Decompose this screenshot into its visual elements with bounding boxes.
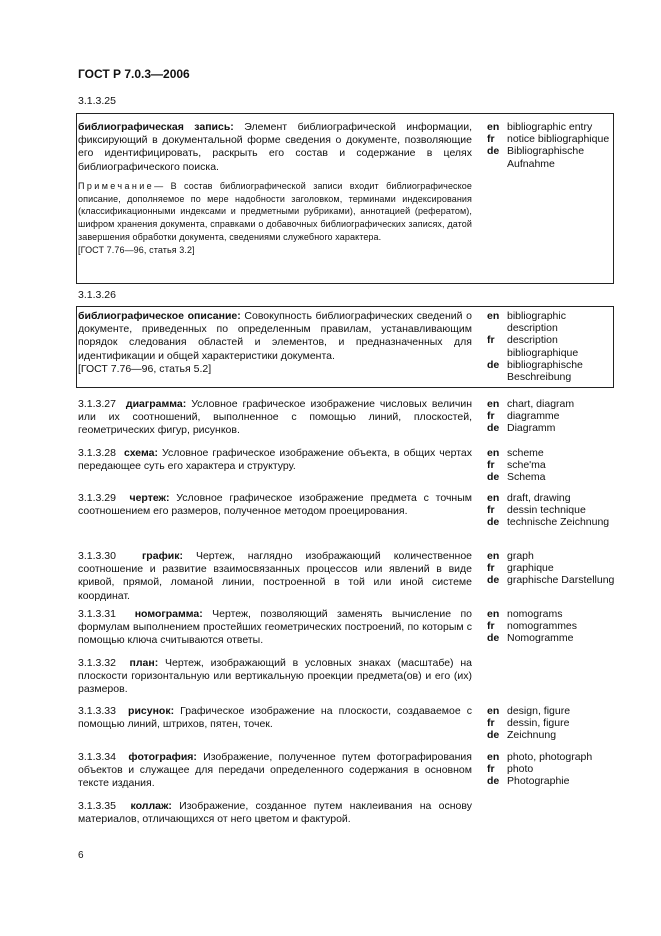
- section-number: 3.1.3.30: [78, 550, 116, 562]
- term-definition: Чертеж, позволяющий заменять вычисление по формулам выполнением простейших геометрических построений, по которым с помощью ключа считываются ответы.: [78, 608, 472, 647]
- term-definition: Изображение, созданное путем наклеивания на основу материалов, отличающихся от него цветом и фактурой.: [78, 800, 472, 826]
- term-name: план:: [129, 657, 159, 669]
- term-definition: Чертеж, изображающий в условных знаках (масштабе) на плоскости горизонтальную или вертикальную проекции предмета(ов) и его (их) размеров.: [78, 657, 472, 696]
- equivalent-fr: dessin, figure: [507, 717, 570, 730]
- term-entry: [78, 800, 472, 826]
- term-entry: [78, 398, 472, 438]
- term-entry: [78, 447, 472, 473]
- equivalent-en: scheme: [507, 447, 544, 459]
- term-source: [ГОСТ 7.76—96, статья 3.2]: [78, 244, 195, 255]
- equivalent-en: graph: [507, 550, 534, 562]
- term-entry: [78, 608, 472, 648]
- equivalent-de: Bibliographische Aufnahme: [507, 145, 585, 170]
- equivalent-fr: dessin technique: [507, 504, 586, 517]
- equivalent-en: bibliographic entry: [507, 121, 593, 133]
- note-label: Примечание: [78, 180, 155, 191]
- term-entry: [78, 121, 472, 257]
- term-definition: Изображение, полученное путем фотографирования объектов и служащее для передачи определенного содержания в основном тексте издания.: [78, 751, 472, 790]
- term-name: фотография:: [128, 751, 197, 763]
- term-entry: [78, 550, 472, 603]
- section-number: 3.1.3.33: [78, 705, 116, 717]
- equivalent-fr: nomogrammes: [507, 620, 578, 633]
- section-number: 3.1.3.32: [78, 657, 116, 669]
- equivalents: en graph fr graphique de graphische Darstellung: [487, 550, 615, 587]
- term-name: диаграмма:: [125, 398, 187, 410]
- term-name: библиографическое описание:: [78, 310, 241, 322]
- term-definition: Условное графическое изображение предмета с точным соотношением его размеров, полученное методом проецирования.: [78, 492, 472, 518]
- equivalent-de: Photographie: [507, 775, 570, 788]
- term-name: рисунок:: [128, 705, 175, 717]
- equivalent-de: Diagramm: [507, 422, 556, 435]
- equivalent-en: draft, drawing: [507, 492, 571, 504]
- equivalent-fr: diagramme: [507, 410, 560, 423]
- equivalent-de: bibliographische Beschreibung: [507, 358, 583, 384]
- equivalents: en photo, photograph fr photo de Photographie: [487, 751, 615, 788]
- section-number: 3.1.3.34: [78, 751, 116, 763]
- term-definition: Элемент библиографической информации, фиксирующий в документальной форме сведения о документе, позволяющие его идентифицировать, раскрыть его состав и содержание в целях библиографического поиска.: [78, 121, 472, 173]
- equivalent-en: nomograms: [507, 608, 563, 620]
- term-entry: [78, 705, 472, 731]
- equivalent-en: chart, diagram: [507, 398, 575, 410]
- term-name: схема:: [124, 447, 158, 459]
- equivalent-fr: photo: [507, 763, 534, 776]
- equivalents: en draft, drawing fr dessin technique de technische Zeichnung: [487, 492, 615, 529]
- equivalents: en bibliographic entry fr notice bibliographique de Bibliographische Aufnahme: [487, 121, 615, 170]
- term-entry: [78, 751, 472, 791]
- section-number: 3.1.3.27: [78, 398, 116, 410]
- equivalent-fr: sche'ma: [507, 459, 546, 472]
- equivalents: en chart, diagram fr diagramme de Diagramm: [487, 398, 615, 435]
- equivalents: en nomograms fr nomogrammes de Nomogramme: [487, 608, 615, 645]
- term-definition: Условное графическое изображение числовых величин или их соотношений, выполненное с помощью линий, плоскостей, геометрических фигур, рисунков.: [78, 398, 473, 437]
- term-name: библиографическая запись:: [78, 121, 234, 133]
- term-entry: [78, 657, 472, 697]
- equivalents: en scheme fr sche'ma de Schema: [487, 447, 615, 484]
- term-definition: Совокупность библиографических сведений о документе, приведенных по определенным правилам, устанавливающим порядок следования областей и элементов, и предназначенных для идентификации и общей характеристики документа.: [78, 310, 472, 362]
- equivalent-de: graphische Darstellung: [507, 574, 615, 587]
- term-entry: [78, 310, 472, 376]
- document-header: ГОСТ Р 7.0.3—2006: [78, 67, 190, 81]
- section-number: 3.1.3.25: [78, 95, 116, 107]
- equivalents: en bibliographic description fr description bibliographique de bibliographische Beschreibung: [487, 310, 615, 383]
- term-source: [ГОСТ 7.76—96, статья 5.2]: [78, 362, 212, 375]
- term-name: коллаж:: [130, 800, 172, 812]
- equivalent-de: technische Zeichnung: [507, 516, 610, 529]
- section-number: 3.1.3.26: [78, 289, 116, 301]
- section-number: 3.1.3.28: [78, 447, 116, 459]
- equivalent-en: photo, photograph: [507, 751, 593, 763]
- section-number: 3.1.3.35: [78, 800, 116, 812]
- equivalents: en design, figure fr dessin, figure de Zeichnung: [487, 705, 615, 742]
- term-name: номограмма:: [134, 608, 203, 620]
- term-name: чертеж:: [129, 492, 170, 504]
- page-number: 6: [78, 850, 84, 861]
- equivalent-de: Nomogramme: [507, 632, 574, 645]
- note-text: — В состав библиографической записи входит библиографическое описание, дополняемое по мере надобности заголовком, терминами индексирования (классификационными индексами и предметными рубриками), аннотацией (рефератом), шифром хранения документа, справками о добавочных библиографических записях, датой завершения обработки документа, сведениями служебного характера.: [78, 180, 472, 242]
- equivalent-de: Schema: [507, 471, 546, 484]
- equivalent-fr: graphique: [507, 562, 554, 575]
- equivalent-en: design, figure: [507, 705, 571, 717]
- term-definition: Условное графическое изображение объекта, в общих чертах передающее суть его характера и структуру.: [78, 447, 472, 473]
- section-number: 3.1.3.29: [78, 492, 116, 504]
- term-definition: Графическое изображение на плоскости, создаваемое с помощью линий, штрихов, пятен, точек.: [78, 705, 472, 731]
- equivalent-de: Zeichnung: [507, 729, 557, 742]
- term-definition: Чертеж, наглядно изображающий количественное соотношение и развитие взаимосвязанных процессов или явлений в виде кривой, прямой, ломаной линии, построенной в той или иной системе координат.: [78, 550, 473, 602]
- equivalent-fr: description bibliographique: [507, 334, 579, 359]
- section-number: 3.1.3.31: [78, 608, 116, 620]
- term-name: график:: [141, 550, 183, 562]
- equivalent-en: bibliographic description: [507, 310, 566, 335]
- term-entry: [78, 492, 472, 518]
- equivalent-fr: notice bibliographique: [507, 133, 610, 146]
